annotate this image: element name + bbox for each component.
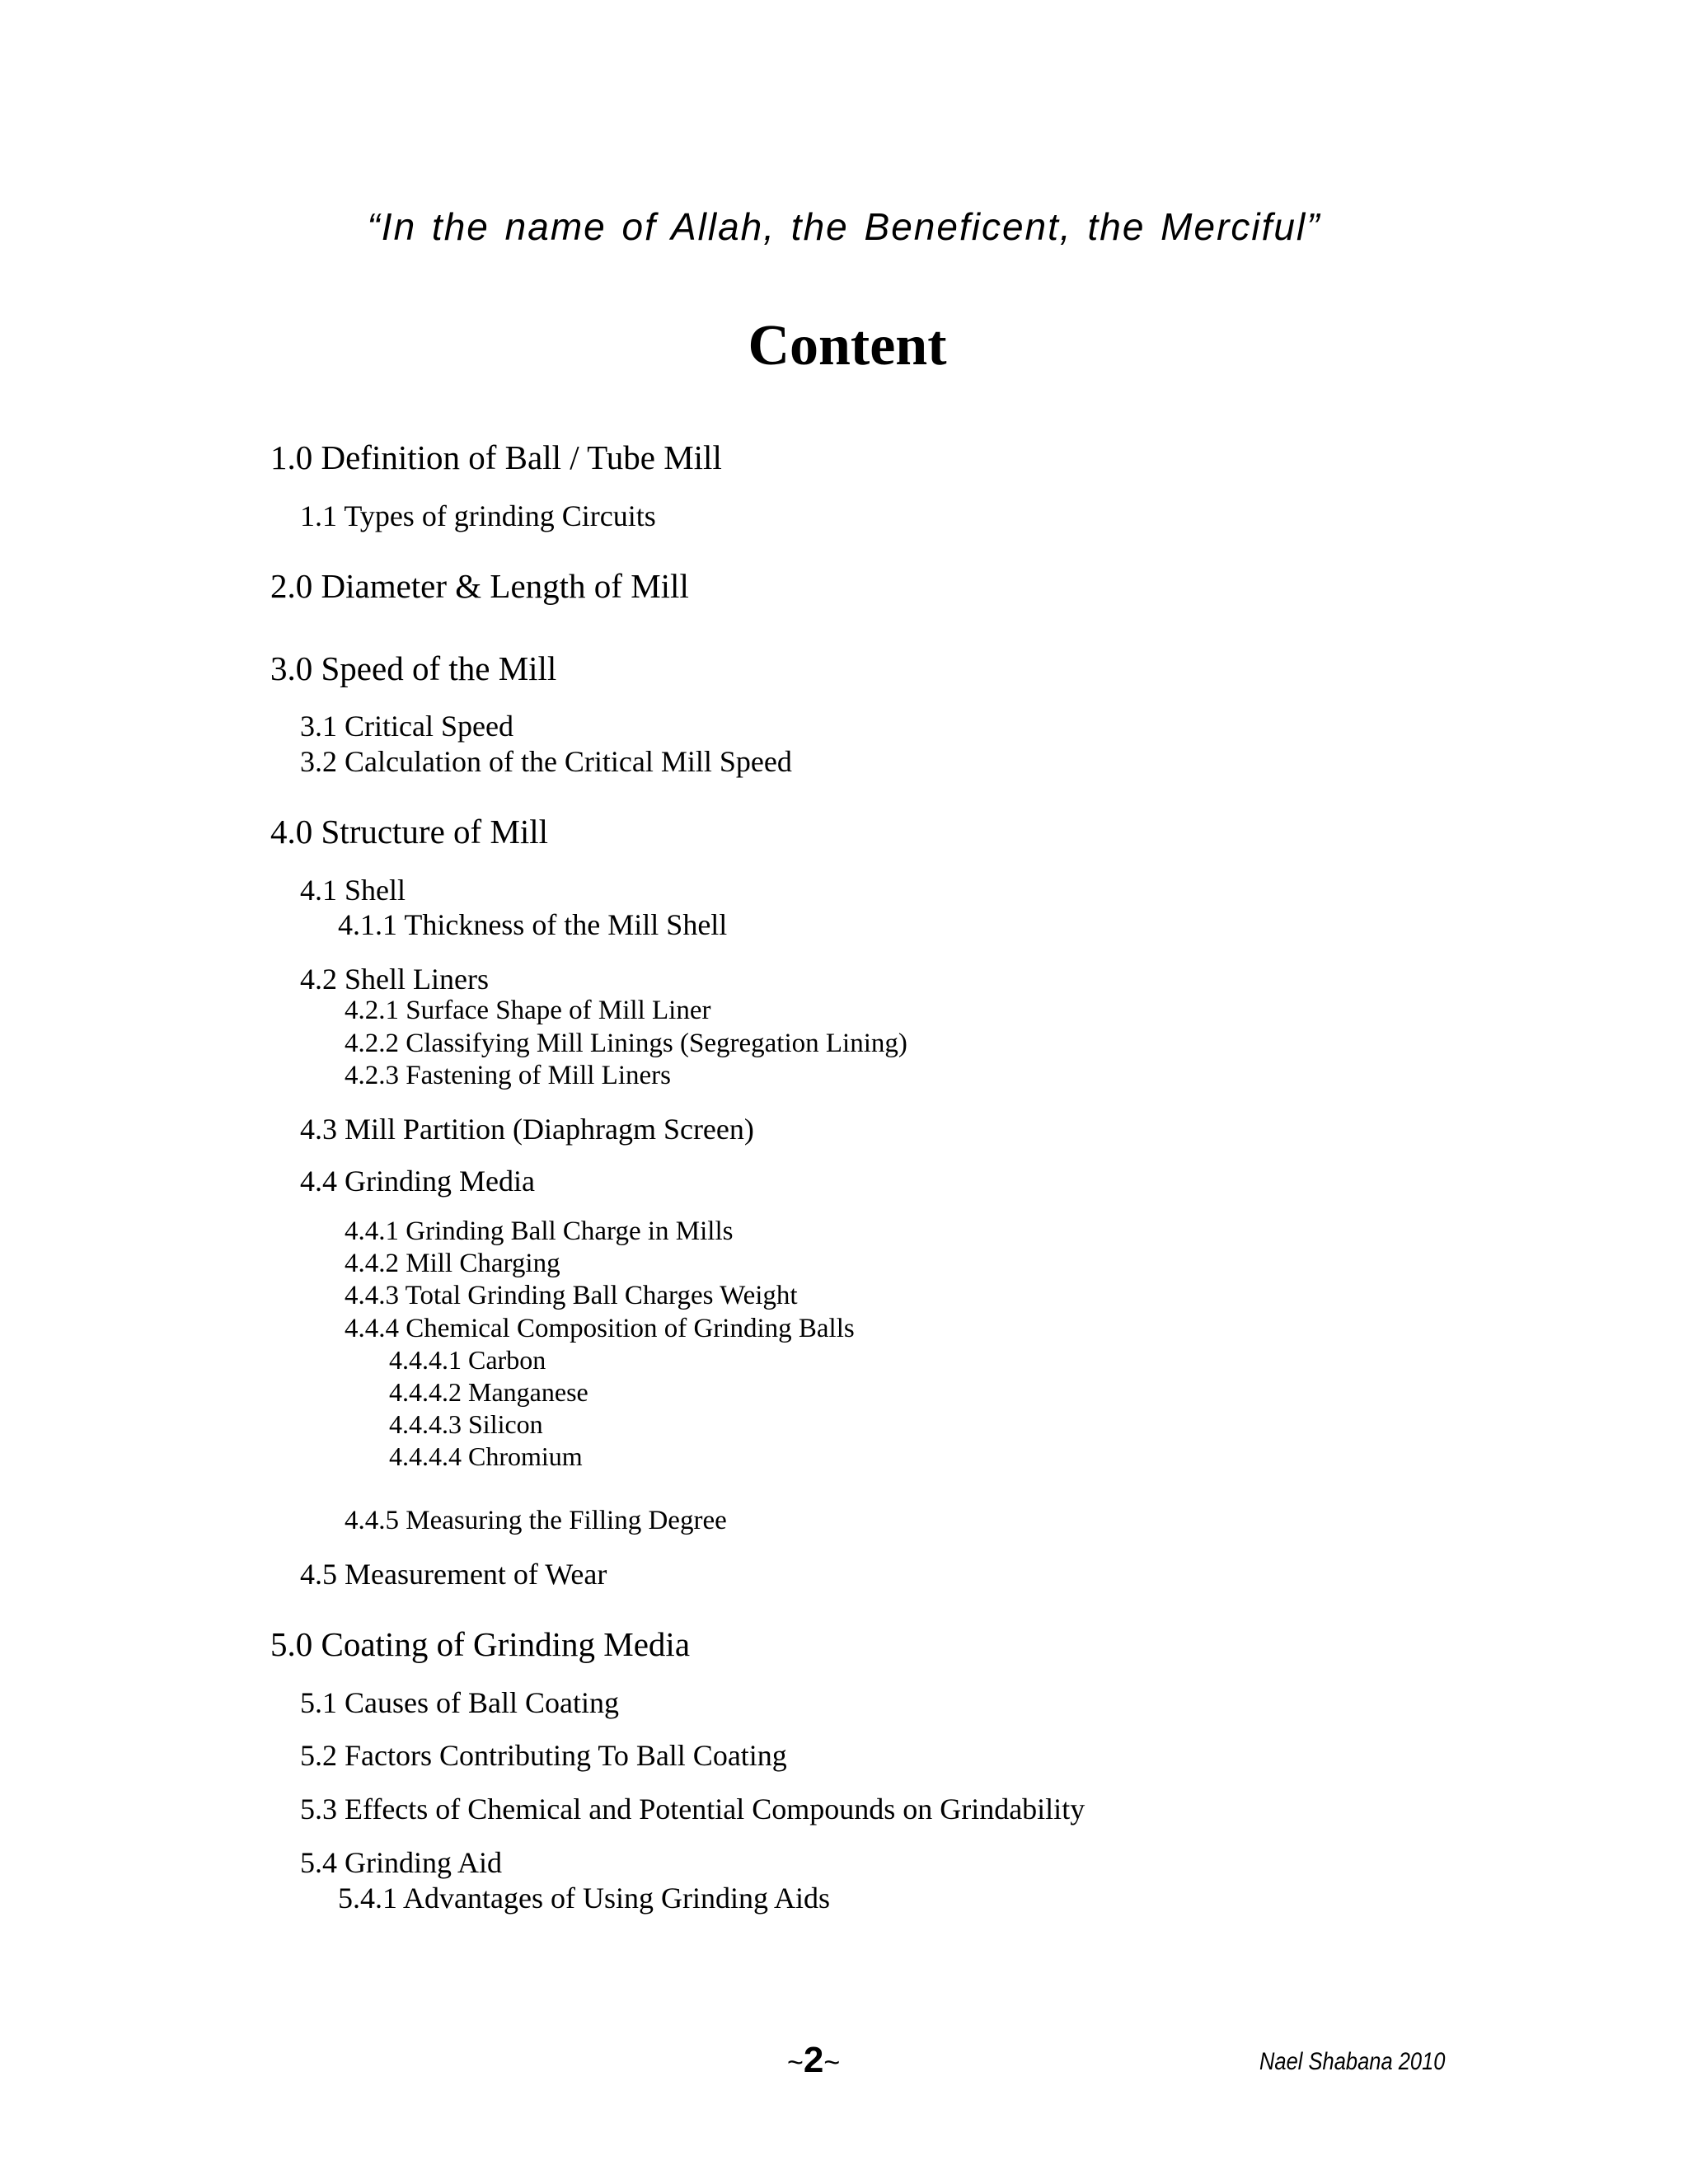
toc-entry-1-1: 1.1 Types of grinding Circuits <box>300 499 656 532</box>
toc-entry-4-4-4: 4.4.4 Chemical Composition of Grinding Balls <box>345 1314 855 1343</box>
toc-entry-4-4-4-2: 4.4.4.2 Manganese <box>389 1377 588 1407</box>
toc-entry-4-1: 4.1 Shell <box>300 874 406 907</box>
toc-entry-5-2: 5.2 Factors Contributing To Ball Coating <box>300 1739 787 1772</box>
toc-entry-5-4: 5.4 Grinding Aid <box>300 1846 503 1879</box>
toc-entry-3-1: 3.1 Critical Speed <box>300 710 513 743</box>
toc-entry-4-3: 4.3 Mill Partition (Diaphragm Screen) <box>300 1113 754 1146</box>
toc-entry-4-4-4-3: 4.4.4.3 Silicon <box>389 1409 543 1439</box>
toc-entry-4-4-5: 4.4.5 Measuring the Filling Degree <box>345 1506 727 1535</box>
toc-entry-4-0: 4.0 Structure of Mill <box>270 813 549 851</box>
toc-entry-4-4-1: 4.4.1 Grinding Ball Charge in Mills <box>345 1216 734 1246</box>
toc-entry-4-4: 4.4 Grinding Media <box>300 1165 535 1197</box>
toc-entry-3-2: 3.2 Calculation of the Critical Mill Speed <box>300 745 792 778</box>
toc-entry-5-3: 5.3 Effects of Chemical and Potential Compounds on Grindability <box>300 1793 1085 1825</box>
page-number-prefix: ~ <box>787 2047 804 2079</box>
toc-entry-2-0: 2.0 Diameter & Length of Mill <box>270 567 689 605</box>
footer-author: Nael Shabana 2010 <box>1259 2048 1446 2075</box>
toc-entry-4-5: 4.5 Measurement of Wear <box>300 1558 607 1591</box>
toc-entry-4-4-2: 4.4.2 Mill Charging <box>345 1249 560 1278</box>
toc-entry-1-0: 1.0 Definition of Ball / Tube Mill <box>270 438 722 476</box>
toc-entry-5-0: 5.0 Coating of Grinding Media <box>270 1625 691 1663</box>
toc-entry-4-4-4-4: 4.4.4.4 Chromium <box>389 1441 583 1471</box>
page-number-suffix: ~ <box>823 2047 841 2079</box>
toc-entry-5-4-1: 5.4.1 Advantages of Using Grinding Aids <box>338 1882 830 1915</box>
toc-entry-4-2-3: 4.2.3 Fastening of Mill Liners <box>345 1061 671 1090</box>
page-title: Content <box>748 314 947 377</box>
page-number-value: 2 <box>803 2040 824 2080</box>
toc-entry-4-1-1: 4.1.1 Thickness of the Mill Shell <box>338 908 728 941</box>
toc-entry-4-4-3: 4.4.3 Total Grinding Ball Charges Weight <box>345 1281 798 1310</box>
toc-entry-4-2: 4.2 Shell Liners <box>300 963 489 996</box>
toc-entry-5-1: 5.1 Causes of Ball Coating <box>300 1686 619 1719</box>
toc-entry-4-4-4-1: 4.4.4.1 Carbon <box>389 1345 546 1375</box>
page-number <box>787 2040 840 2081</box>
toc-entry-4-2-2: 4.2.2 Classifying Mill Linings (Segregation Lining) <box>345 1029 907 1058</box>
toc-entry-3-0: 3.0 Speed of the Mill <box>270 649 557 687</box>
bismillah-heading: “In the name of Allah, the Beneficent, the Merciful” <box>367 205 1321 248</box>
toc-entry-4-2-1: 4.2.1 Surface Shape of Mill Liner <box>345 996 711 1025</box>
